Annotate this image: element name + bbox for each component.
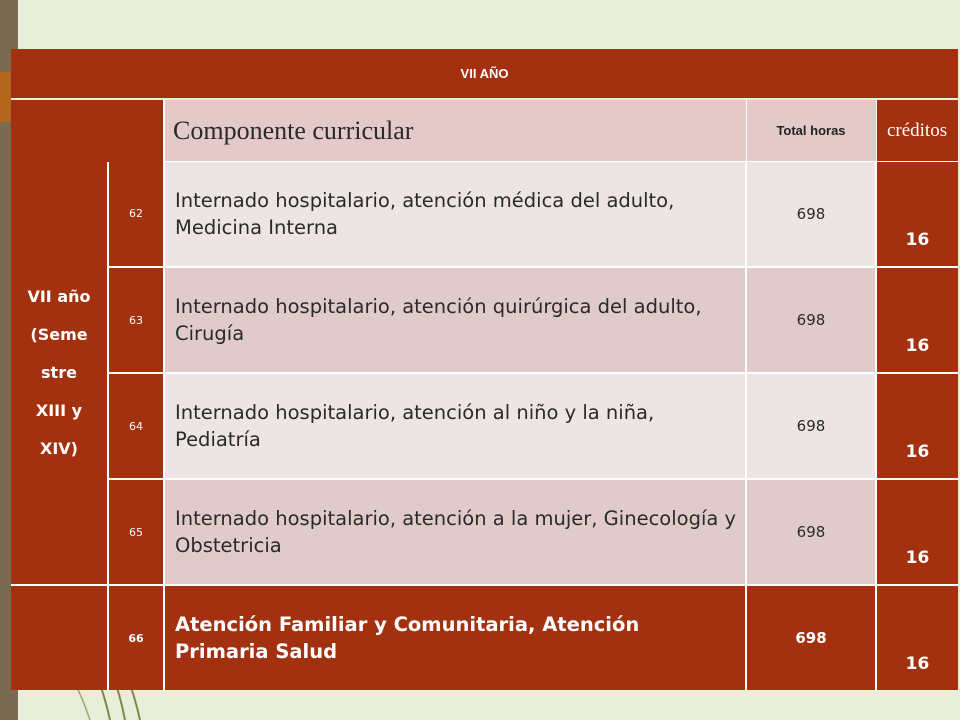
row-horas: 698 <box>746 479 876 585</box>
semester-line: XIII y <box>35 400 83 420</box>
curriculum-table <box>11 49 959 690</box>
header-creditos <box>876 99 958 162</box>
table-row <box>11 585 958 690</box>
row-description: Internado hospitalario, atención a la mujer, Ginecología y Obstetricia <box>164 479 746 585</box>
row-number: 65 <box>108 479 164 585</box>
semester-label <box>11 162 108 586</box>
table-row <box>11 267 958 373</box>
row-number: 63 <box>108 267 164 373</box>
row-description: Atención Familiar y Comunitaria, Atención Primaria Salud <box>164 585 746 690</box>
row-creditos: 16 <box>876 162 958 268</box>
year-title: VII AÑO <box>11 49 958 99</box>
table-row <box>11 373 958 479</box>
row-description: Internado hospitalario, atención médica del adulto, Medicina Interna <box>164 162 746 268</box>
row-number: 64 <box>108 373 164 479</box>
semester-line: VII año <box>27 286 91 306</box>
row-description: Internado hospitalario, atención al niño y la niña, Pediatría <box>164 373 746 479</box>
row-creditos: 16 <box>876 373 958 479</box>
row-horas: 698 <box>746 585 876 690</box>
semester-line: (Seme <box>30 324 88 344</box>
header-blank <box>11 99 164 162</box>
row-description: Internado hospitalario, atención quirúrgica del adulto, Cirugía <box>164 267 746 373</box>
row-horas: 698 <box>746 373 876 479</box>
header-total-horas: Total horas <box>746 99 876 162</box>
row-number: 62 <box>108 162 164 268</box>
row-number: 66 <box>108 585 164 690</box>
table-row <box>11 162 958 268</box>
row-blank <box>11 585 108 690</box>
row-creditos: 16 <box>876 479 958 585</box>
semester-line: XIV) <box>40 438 78 458</box>
row-creditos: 16 <box>876 585 958 690</box>
header-componente: Componente curricular <box>164 99 746 162</box>
row-horas: 698 <box>746 162 876 268</box>
header-creditos-text: créditos <box>886 119 948 141</box>
semester-line: stre <box>41 362 77 382</box>
table-row <box>11 479 958 585</box>
row-horas: 698 <box>746 267 876 373</box>
row-creditos: 16 <box>876 267 958 373</box>
